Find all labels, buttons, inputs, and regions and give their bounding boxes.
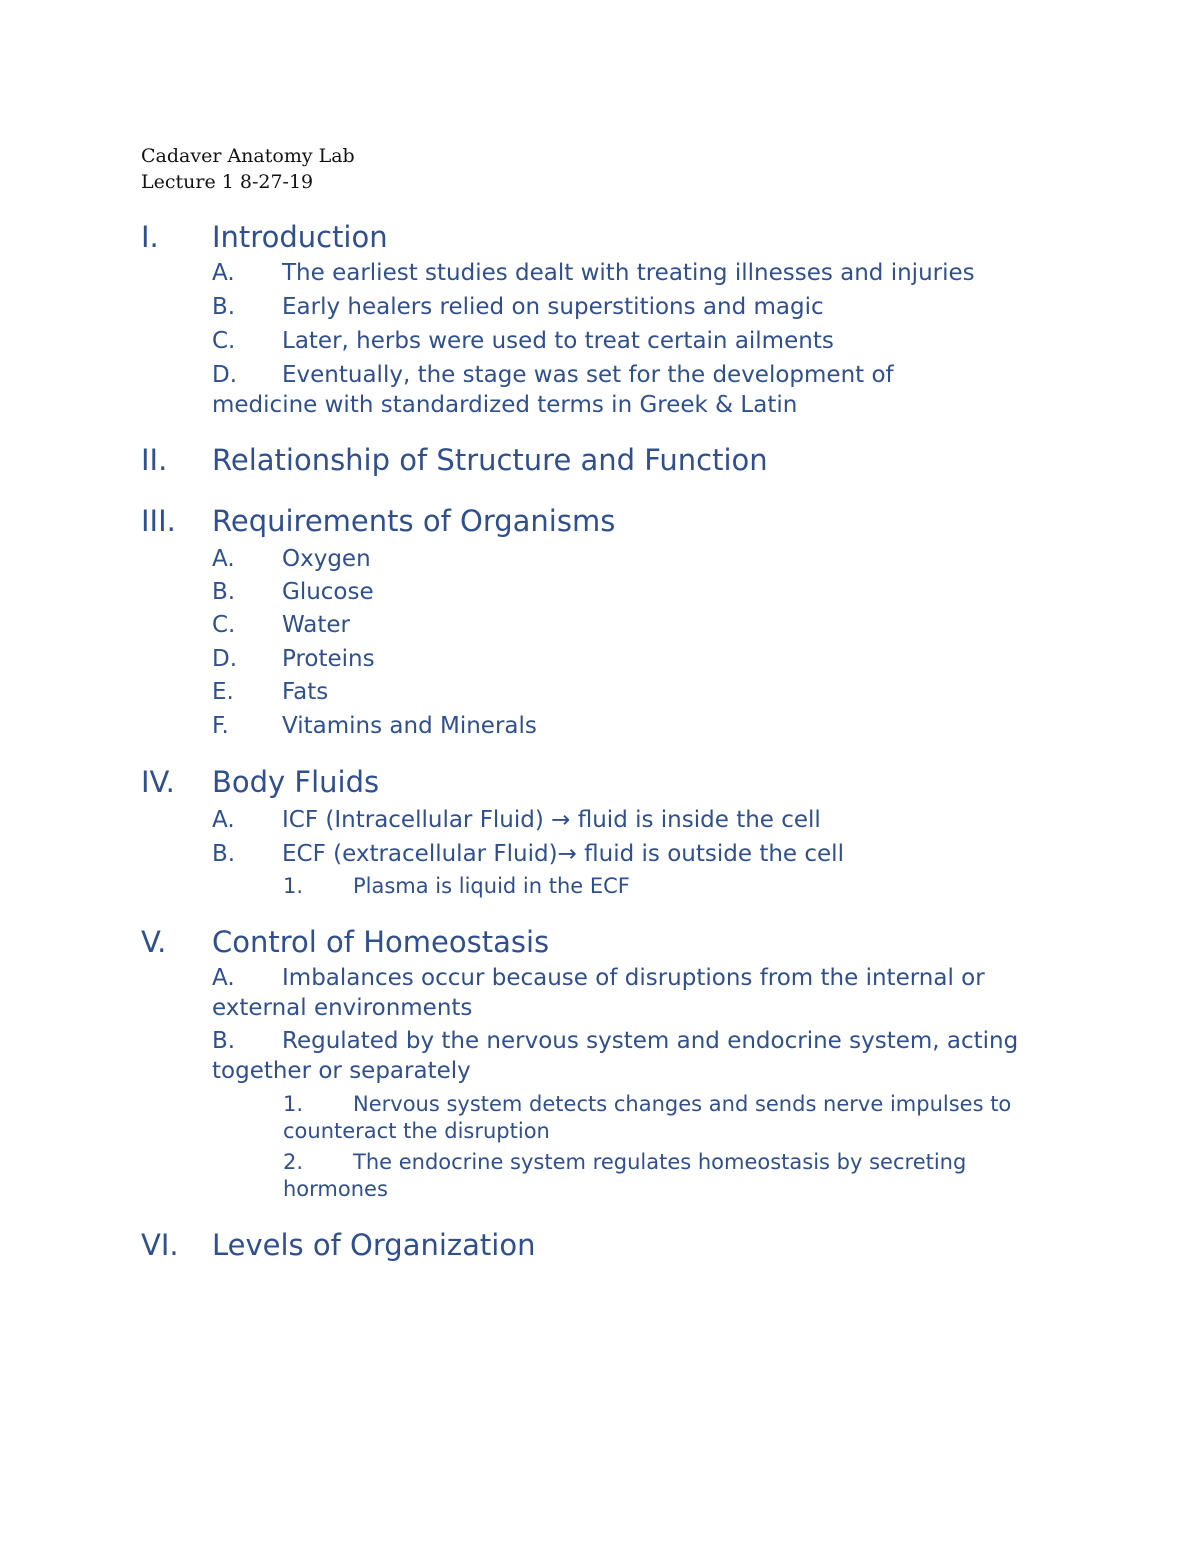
item-letter: C. [212, 612, 236, 638]
item-letter: A. [212, 965, 235, 991]
section-title: Control of Homeostasis [212, 925, 550, 959]
item-text: Vitamins and Minerals [282, 713, 537, 739]
item-text: Later, herbs were used to treat certain ailments [282, 328, 834, 354]
item-text: ECF (extracellular Fluid)→ fluid is outside the cell [282, 841, 844, 867]
item-letter: B. [212, 1028, 236, 1054]
list-item [212, 258, 1062, 288]
item-letter: B. [212, 841, 236, 867]
subitem-text: Nervous system detects changes and sends nerve impulses to counteract the disruption [283, 1092, 1012, 1143]
list-item [212, 839, 1062, 869]
sub-list-item [283, 1149, 1053, 1203]
section-number: IV. [141, 765, 175, 799]
course-title: Cadaver Anatomy Lab [141, 145, 355, 167]
item-letter: B. [212, 579, 236, 605]
section-number: VI. [141, 1228, 179, 1262]
list-item [212, 963, 1032, 1023]
item-text: Early healers relied on superstitions and magic [282, 294, 824, 320]
list-item [212, 805, 1062, 835]
section-title: Requirements of Organisms [212, 504, 616, 538]
item-text: Glucose [282, 579, 374, 605]
item-text: Imbalances occur because of disruptions from the internal or external environments [212, 965, 985, 1021]
item-letter: A. [212, 807, 235, 833]
list-item [212, 292, 1062, 322]
sub-list-item [283, 873, 1063, 900]
item-letter: F. [212, 713, 229, 739]
section-title: Levels of Organization [212, 1228, 536, 1262]
section-number: III. [141, 504, 176, 538]
list-item [212, 677, 1062, 707]
section-number: V. [141, 925, 167, 959]
subitem-text: The endocrine system regulates homeostasis by secreting hormones [283, 1150, 967, 1201]
list-item [212, 1026, 1032, 1086]
item-letter: B. [212, 294, 236, 320]
item-text: Oxygen [282, 546, 371, 572]
section-number: I. [141, 220, 159, 254]
item-text: Proteins [282, 646, 375, 672]
section-number: II. [141, 443, 168, 477]
subitem-number: 1. [283, 874, 304, 898]
item-text: Water [282, 612, 350, 638]
item-letter: D. [212, 362, 238, 388]
list-item [212, 360, 992, 420]
list-item [212, 610, 1062, 640]
item-text: Fats [282, 679, 329, 705]
section-title: Introduction [212, 220, 388, 254]
subitem-number: 1. [283, 1092, 304, 1116]
item-text: Regulated by the nervous system and endocrine system, acting together or separately [212, 1028, 1019, 1084]
list-item [212, 544, 1062, 574]
list-item [212, 577, 1062, 607]
item-letter: C. [212, 328, 236, 354]
list-item [212, 644, 1062, 674]
subitem-text: Plasma is liquid in the ECF [353, 874, 630, 898]
item-letter: A. [212, 546, 235, 572]
item-letter: E. [212, 679, 234, 705]
item-letter: A. [212, 260, 235, 286]
subitem-number: 2. [283, 1150, 304, 1174]
section-title: Relationship of Structure and Function [212, 443, 768, 477]
item-letter: D. [212, 646, 238, 672]
item-text: ICF (Intracellular Fluid) → fluid is inside the cell [282, 807, 821, 833]
lecture-date: Lecture 1 8-27-19 [141, 171, 314, 193]
sub-list-item [283, 1091, 1043, 1145]
list-item [212, 711, 1062, 741]
list-item [212, 326, 1062, 356]
section-title: Body Fluids [212, 765, 380, 799]
item-text: The earliest studies dealt with treating illnesses and injuries [282, 260, 975, 286]
item-text: Eventually, the stage was set for the development of medicine with standardized terms in Greek & Latin [212, 362, 894, 418]
